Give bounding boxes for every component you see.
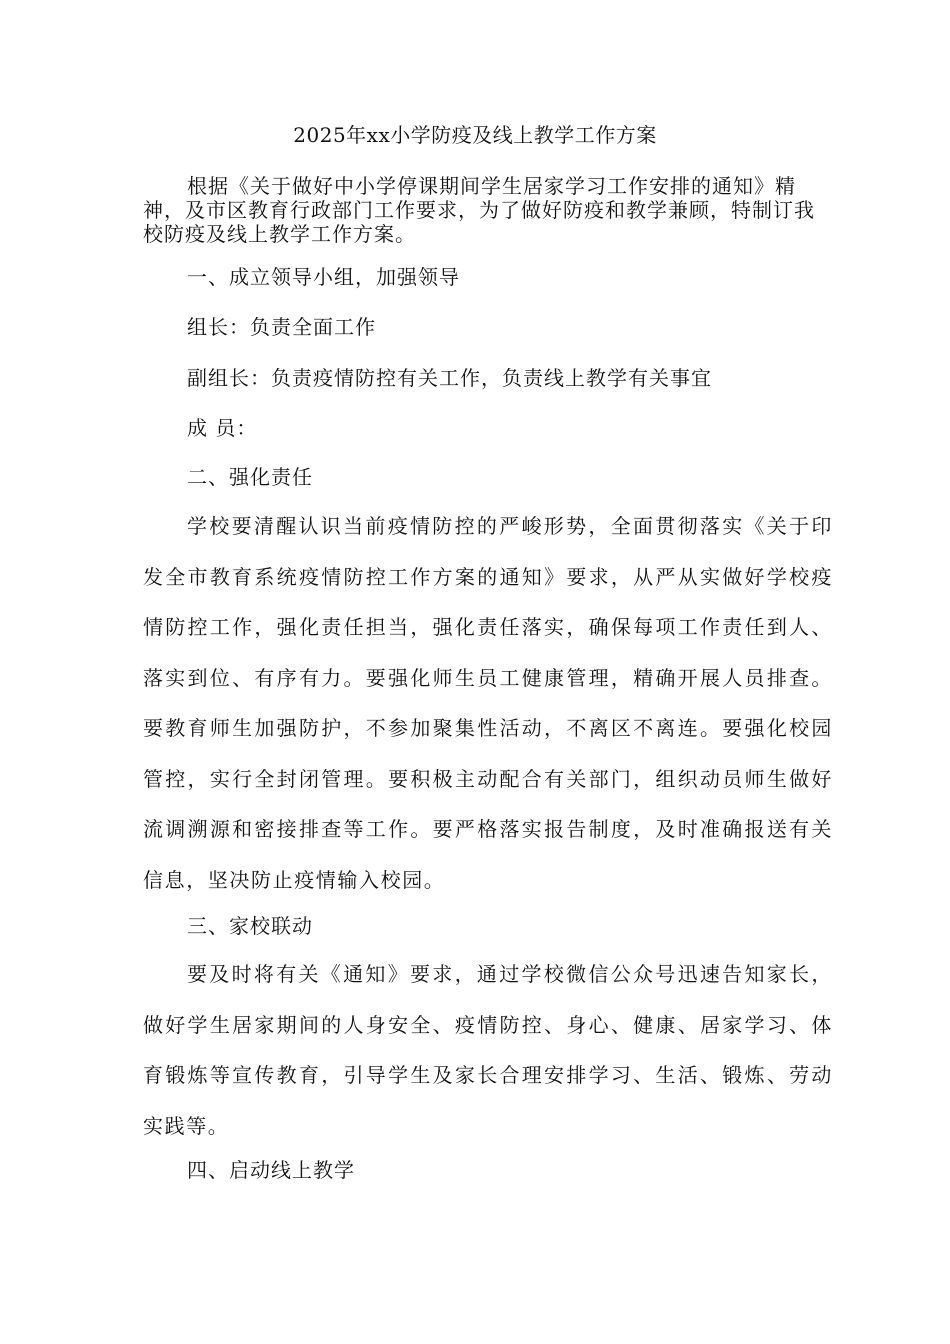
section-4-heading: 四、启动线上教学	[187, 1158, 355, 1182]
group-leader-line: 组长：负责全面工作	[187, 315, 376, 339]
section-2-heading: 二、强化责任	[187, 465, 313, 489]
section-3-body: 要及时将有关《通知》要求，通过学校微信公众号迅速告知家长，做好学生居家期间的人身安全、疫情防控、身心、健康、居家学习、体育锻炼等宣传教育，引导学生及家长合理安排学习、生活、锻炼、劳动实践等。	[143, 962, 833, 1138]
intro-paragraph: 根据《关于做好中小学停课期间学生居家学习工作安排的通知》精神，及市区教育行政部门工作要求，为了做好防疫和教学兼顾，特制订我校防疫及线上教学工作方案。	[143, 174, 815, 246]
section-3-heading: 三、家校联动	[187, 914, 313, 938]
section-2-body: 学校要清醒认识当前疫情防控的严峻形势，全面贯彻落实《关于印发全市教育系统疫情防控工作方案的通知》要求，从严从实做好学校疫情防控工作，强化责任担当，强化责任落实，确保每项工作责任到人、落实到位、有序有力。要强化师生员工健康管理，精确开展人员排查。要教育师生加强防护，不参加聚集性活动，不离区不离连。要强化校园管控，实行全封闭管理。要积极主动配合有关部门，组织动员师生做好流调溯源和密接排查等工作。要严格落实报告制度，及时准确报送有关信息，坚决防止疫情输入校园。	[143, 514, 833, 892]
deputy-leader-line: 副组长：负责疫情防控有关工作，负责线上教学有关事宜	[187, 366, 712, 390]
members-line: 成 员：	[187, 416, 258, 440]
document-title: 2025年xx小学防疫及线上教学工作方案	[293, 123, 657, 147]
section-1-heading: 一、成立领导小组，加强领导	[187, 265, 460, 289]
